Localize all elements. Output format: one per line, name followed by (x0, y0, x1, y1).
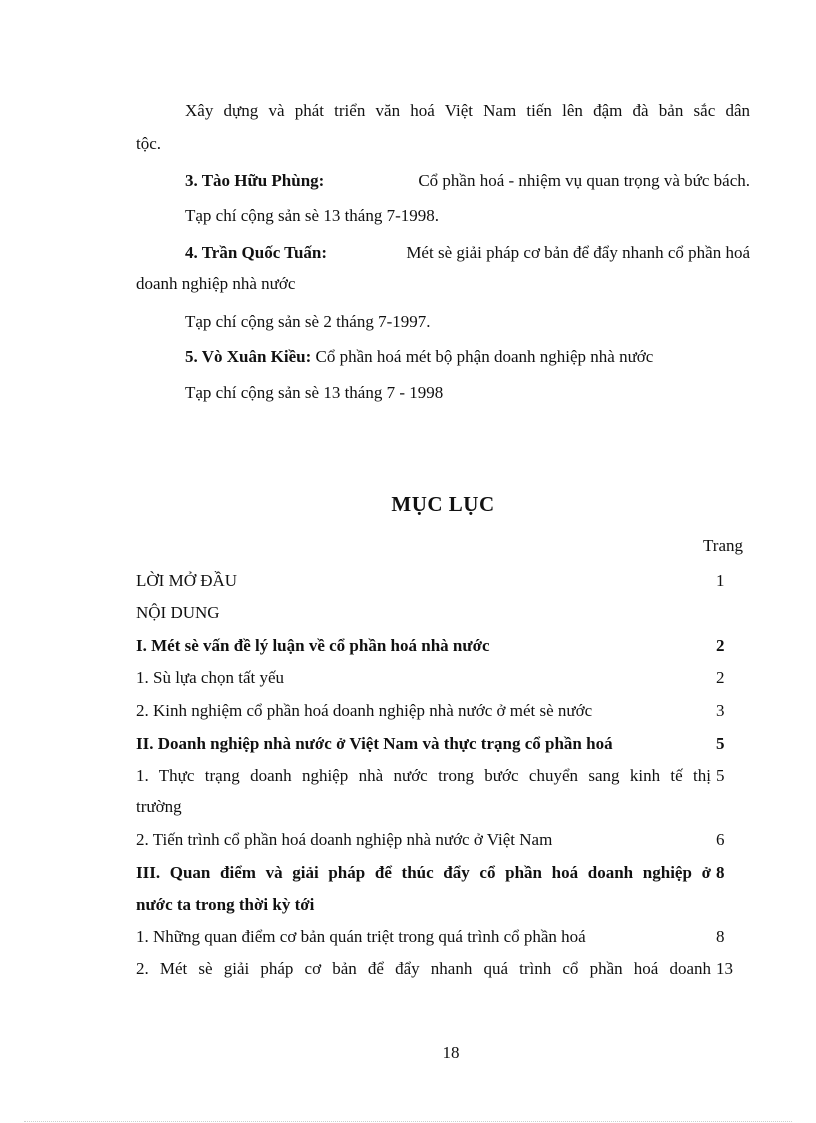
toc-entry-page: 5 (716, 734, 725, 753)
page-bottom-divider (24, 1121, 792, 1122)
reference-4-title-cont: doanh nghiệp nhà nước (136, 274, 296, 293)
reference-3-title: Cổ phần hoá - nhiệm vụ quan trọng và bức bách. (418, 171, 750, 190)
toc-entry-page: 5 (716, 766, 725, 785)
reference-4 (185, 242, 750, 264)
toc-entry-page: 1 (716, 571, 725, 590)
reference-3-author: 3. Tào Hữu Phùng: (185, 171, 325, 190)
reference-3 (185, 170, 750, 192)
reference-continuation-line1: Xây dựng và phát triển văn hoá Việt Nam tiến lên đậm đà bản sắc dân (185, 101, 750, 120)
toc-entry-page: 2 (716, 636, 725, 655)
reference-3-source: Tạp chí cộng sản sè 13 tháng 7-1998. (185, 206, 439, 225)
toc-page-header: Trang (703, 536, 743, 555)
toc-entry-page: 6 (716, 830, 725, 849)
toc-entry-text: 1. Sù lựa chọn tất yếu (136, 668, 285, 687)
toc-entry-page: 2 (716, 668, 725, 687)
reference-5-author: 5. Vò Xuân Kiều: (185, 347, 312, 366)
toc-entry-text: 1. Những quan điểm cơ bản quán triệt trong quá trình cổ phần hoá (136, 927, 586, 946)
toc-entry-text: nước ta trong thời kỳ tới (136, 895, 315, 914)
toc-entry-text: 2. Mét sè giải pháp cơ bản để đẩy nhanh quá trình cổ phần hoá doanh (136, 959, 711, 978)
toc-entry-text: II. Doanh nghiệp nhà nước ở Việt Nam và thực trạng cổ phần hoá (136, 734, 613, 753)
reference-5-title: Cổ phần hoá mét bộ phận doanh nghiệp nhà nước (315, 347, 654, 366)
toc-entry-page: 13 (716, 959, 733, 978)
toc-entry-text: III. Quan điểm và giải pháp để thúc đẩy cổ phần hoá doanh nghiệp ở (136, 863, 711, 882)
toc-title: MỤC LỤC (391, 492, 495, 516)
reference-4-source: Tạp chí cộng sản sè 2 tháng 7-1997. (185, 312, 431, 331)
reference-5-source: Tạp chí cộng sản sè 13 tháng 7 - 1998 (185, 383, 444, 402)
toc-entry-page: 3 (716, 701, 725, 720)
toc-entry-page: 8 (716, 863, 725, 882)
toc-entry-text: trường (136, 797, 182, 816)
reference-4-title: Mét sè giải pháp cơ bản để đẩy nhanh cổ phần hoá (406, 243, 750, 262)
page-number: 18 (442, 1043, 460, 1062)
toc-entry-text: 2. Tiến trình cổ phần hoá doanh nghiệp nhà nước ở Việt Nam (136, 830, 553, 849)
reference-5 (185, 346, 653, 368)
reference-continuation-line2: tộc. (136, 134, 162, 153)
toc-entry-text: I. Mét sè vấn đề lý luận về cổ phần hoá nhà nước (136, 636, 490, 655)
toc-entry-text: 2. Kinh nghiệm cổ phần hoá doanh nghiệp nhà nước ở mét sè nước (136, 701, 593, 720)
toc-entry-text: NỘI DUNG (136, 603, 220, 622)
reference-4-author: 4. Trần Quốc Tuấn: (185, 243, 328, 262)
toc-entry-text: LỜI MỞ ĐẦU (136, 571, 238, 590)
toc-entry-text: 1. Thực trạng doanh nghiệp nhà nước trong bước chuyển sang kinh tế thị (136, 766, 711, 785)
toc-entry-page: 8 (716, 927, 725, 946)
